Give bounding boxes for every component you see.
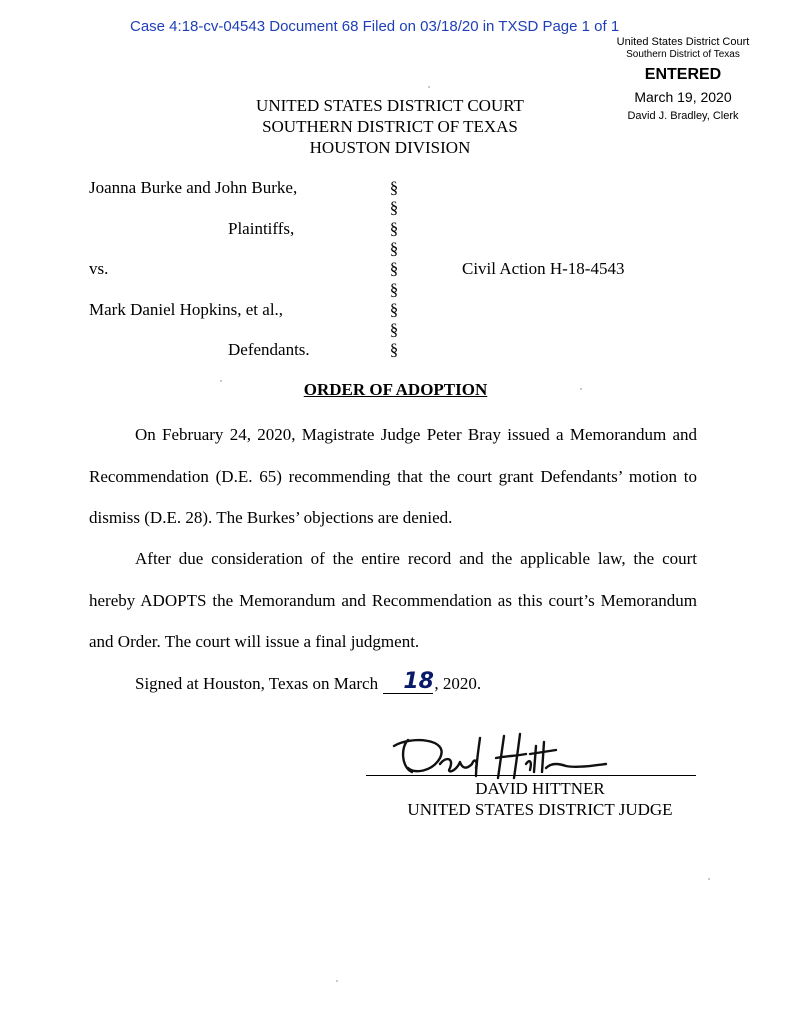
signed-suffix: , 2020. xyxy=(434,674,482,693)
civil-action-number: Civil Action H-18-4543 xyxy=(462,259,625,278)
signature-line xyxy=(366,775,696,776)
versus-label: vs. xyxy=(89,259,109,278)
signed-line xyxy=(135,669,482,694)
section-mark: § xyxy=(389,178,399,197)
court-line-3: HOUSTON DIVISION xyxy=(309,138,471,157)
court-line-2: SOUTHERN DISTRICT OF TEXAS xyxy=(262,117,518,136)
section-mark: § xyxy=(389,340,399,359)
defendants-names: Mark Daniel Hopkins, et al., xyxy=(89,300,284,319)
section-mark: § xyxy=(389,239,399,258)
stamp-district: Southern District of Texas xyxy=(626,49,740,60)
court-line-1: UNITED STATES DISTRICT COURT xyxy=(256,96,524,115)
case-header: Case 4:18-cv-04543 Document 68 Filed on 03/18/20 in TXSD Page 1 of 1 xyxy=(130,18,620,35)
section-mark: § xyxy=(389,300,399,319)
paragraph-1 xyxy=(89,414,697,539)
paragraph-1-text: On February 24, 2020, Magistrate Judge Peter Bray issued a Memorandum and Recommendation (D.E. 65) recommending that the court grant Defendants’ motion to dismiss (D.E. 28). The Burkes’ objections are denied. xyxy=(89,425,697,527)
scan-speck xyxy=(220,380,222,382)
stamp-status: ENTERED xyxy=(644,66,722,83)
section-mark: § xyxy=(389,320,399,339)
scan-speck xyxy=(428,86,430,88)
section-mark: § xyxy=(389,198,399,217)
plaintiffs-label: Plaintiffs, xyxy=(228,219,295,238)
entered-stamp xyxy=(608,36,758,123)
judge-title: UNITED STATES DISTRICT JUDGE xyxy=(407,800,673,819)
section-mark: § xyxy=(389,219,399,238)
scan-speck xyxy=(580,388,582,390)
date-blank xyxy=(383,669,434,694)
plaintiffs-names: Joanna Burke and John Burke, xyxy=(89,178,298,197)
stamp-date: March 19, 2020 xyxy=(634,89,732,105)
stamp-clerk: David J. Bradley, Clerk xyxy=(627,110,739,122)
court-heading xyxy=(200,95,580,158)
scan-speck xyxy=(336,980,338,982)
handwritten-day: 18 xyxy=(403,669,434,694)
defendants-label: Defendants. xyxy=(228,340,310,359)
paragraph-2 xyxy=(89,538,697,663)
section-mark: § xyxy=(389,259,399,278)
stamp-court: United States District Court xyxy=(616,36,750,48)
scan-speck xyxy=(708,878,710,880)
judge-block xyxy=(380,778,700,820)
section-mark: § xyxy=(389,280,399,299)
order-title: ORDER OF ADOPTION xyxy=(303,380,488,399)
paragraph-2-text: After due consideration of the entire record and the applicable law, the court hereby ADOPTS the Memorandum and Recommendation as this court’s Memorandum and Order. The court will issue a final judgment. xyxy=(89,549,697,651)
judge-name: DAVID HITTNER xyxy=(475,779,605,798)
signed-prefix: Signed at Houston, Texas on March xyxy=(135,674,379,693)
